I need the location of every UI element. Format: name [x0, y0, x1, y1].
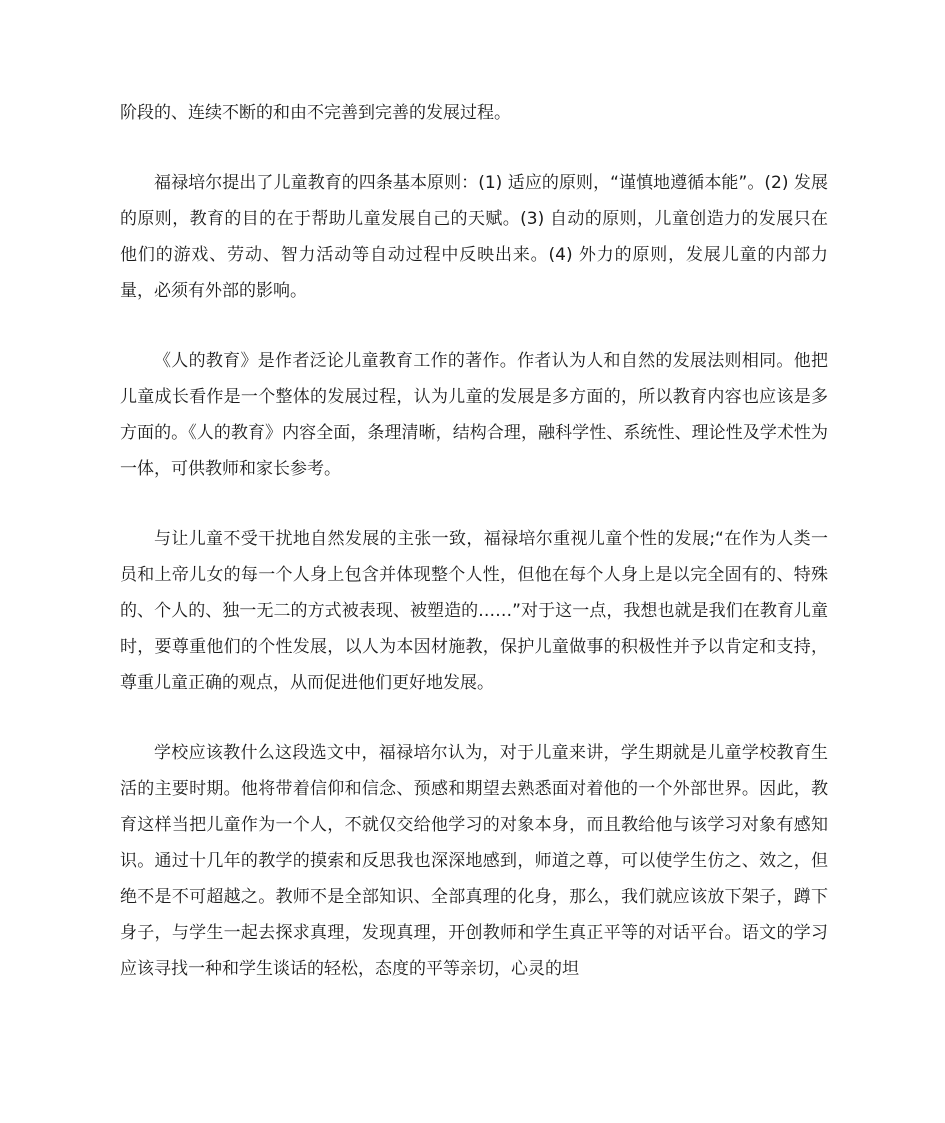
document-page: [120, 95, 828, 987]
paragraph-book-overview: 《人的教育》是作者泛论儿童教育工作的著作。作者认为人和自然的发展法则相同。他把儿童成长看作是一个整体的发展过程，认为儿童的发展是多方面的，所以教育内容也应该是多方面的。《人的教育》内容全面，条理清晰，结构合理，融科学性、系统性、理论性及学术性为一体，可供教师和家长参考。: [120, 351, 828, 479]
paragraph-individuality: 与让儿童不受干扰地自然发展的主张一致，福禄培尔重视儿童个性的发展;“在作为人类一员和上帝儿女的每一个人身上包含并体现整个人性，但他在每个人身上是以完全固有的、特殊的、个人的、独一无二的方式被表现、被塑造的……”对于这一点，我想也就是我们在教育儿童时，要尊重他们的个性发展，以人为本因材施教，保护儿童做事的积极性并予以肯定和支持，尊重儿童正确的观点，从而促进他们更好地发展。: [120, 529, 828, 693]
paragraph-principles: 福禄培尔提出了儿童教育的四条基本原则：(1) 适应的原则，“谨慎地遵循本能”。(2) 发展的原则，教育的目的在于帮助儿童发展自己的天赋。(3) 自动的原则，儿童创造力的发展只在他们的游戏、劳动、智力活动等自动过程中反映出来。(4) 外力的原则，发展儿童的内部力量，必须有外部的影响。: [120, 173, 828, 301]
paragraph-continuation: 阶段的、连续不断的和由不完善到完善的发展过程。: [120, 103, 511, 123]
paragraph-school-teaching: 学校应该教什么这段选文中，福禄培尔认为，对于儿童来讲，学生期就是儿童学校教育生活的主要时期。他将带着信仰和信念、预感和期望去熟悉面对着他的一个外部世界。因此，教育这样当把儿童作为一个人，不就仅交给他学习的对象本身，而且教给他与该学习对象有感知识。通过十几年的教学的摸索和反思我也深深地感到，师道之尊，可以使学生仿之、效之，但绝不是不可超越之。教师不是全部知识、全部真理的化身，那么，我们就应该放下架子，蹲下身子，与学生一起去探求真理，发现真理，开创教师和学生真正平等的对话平台。语文的学习应该寻找一种和学生谈话的轻松，态度的平等亲切，心灵的坦: [120, 743, 828, 979]
